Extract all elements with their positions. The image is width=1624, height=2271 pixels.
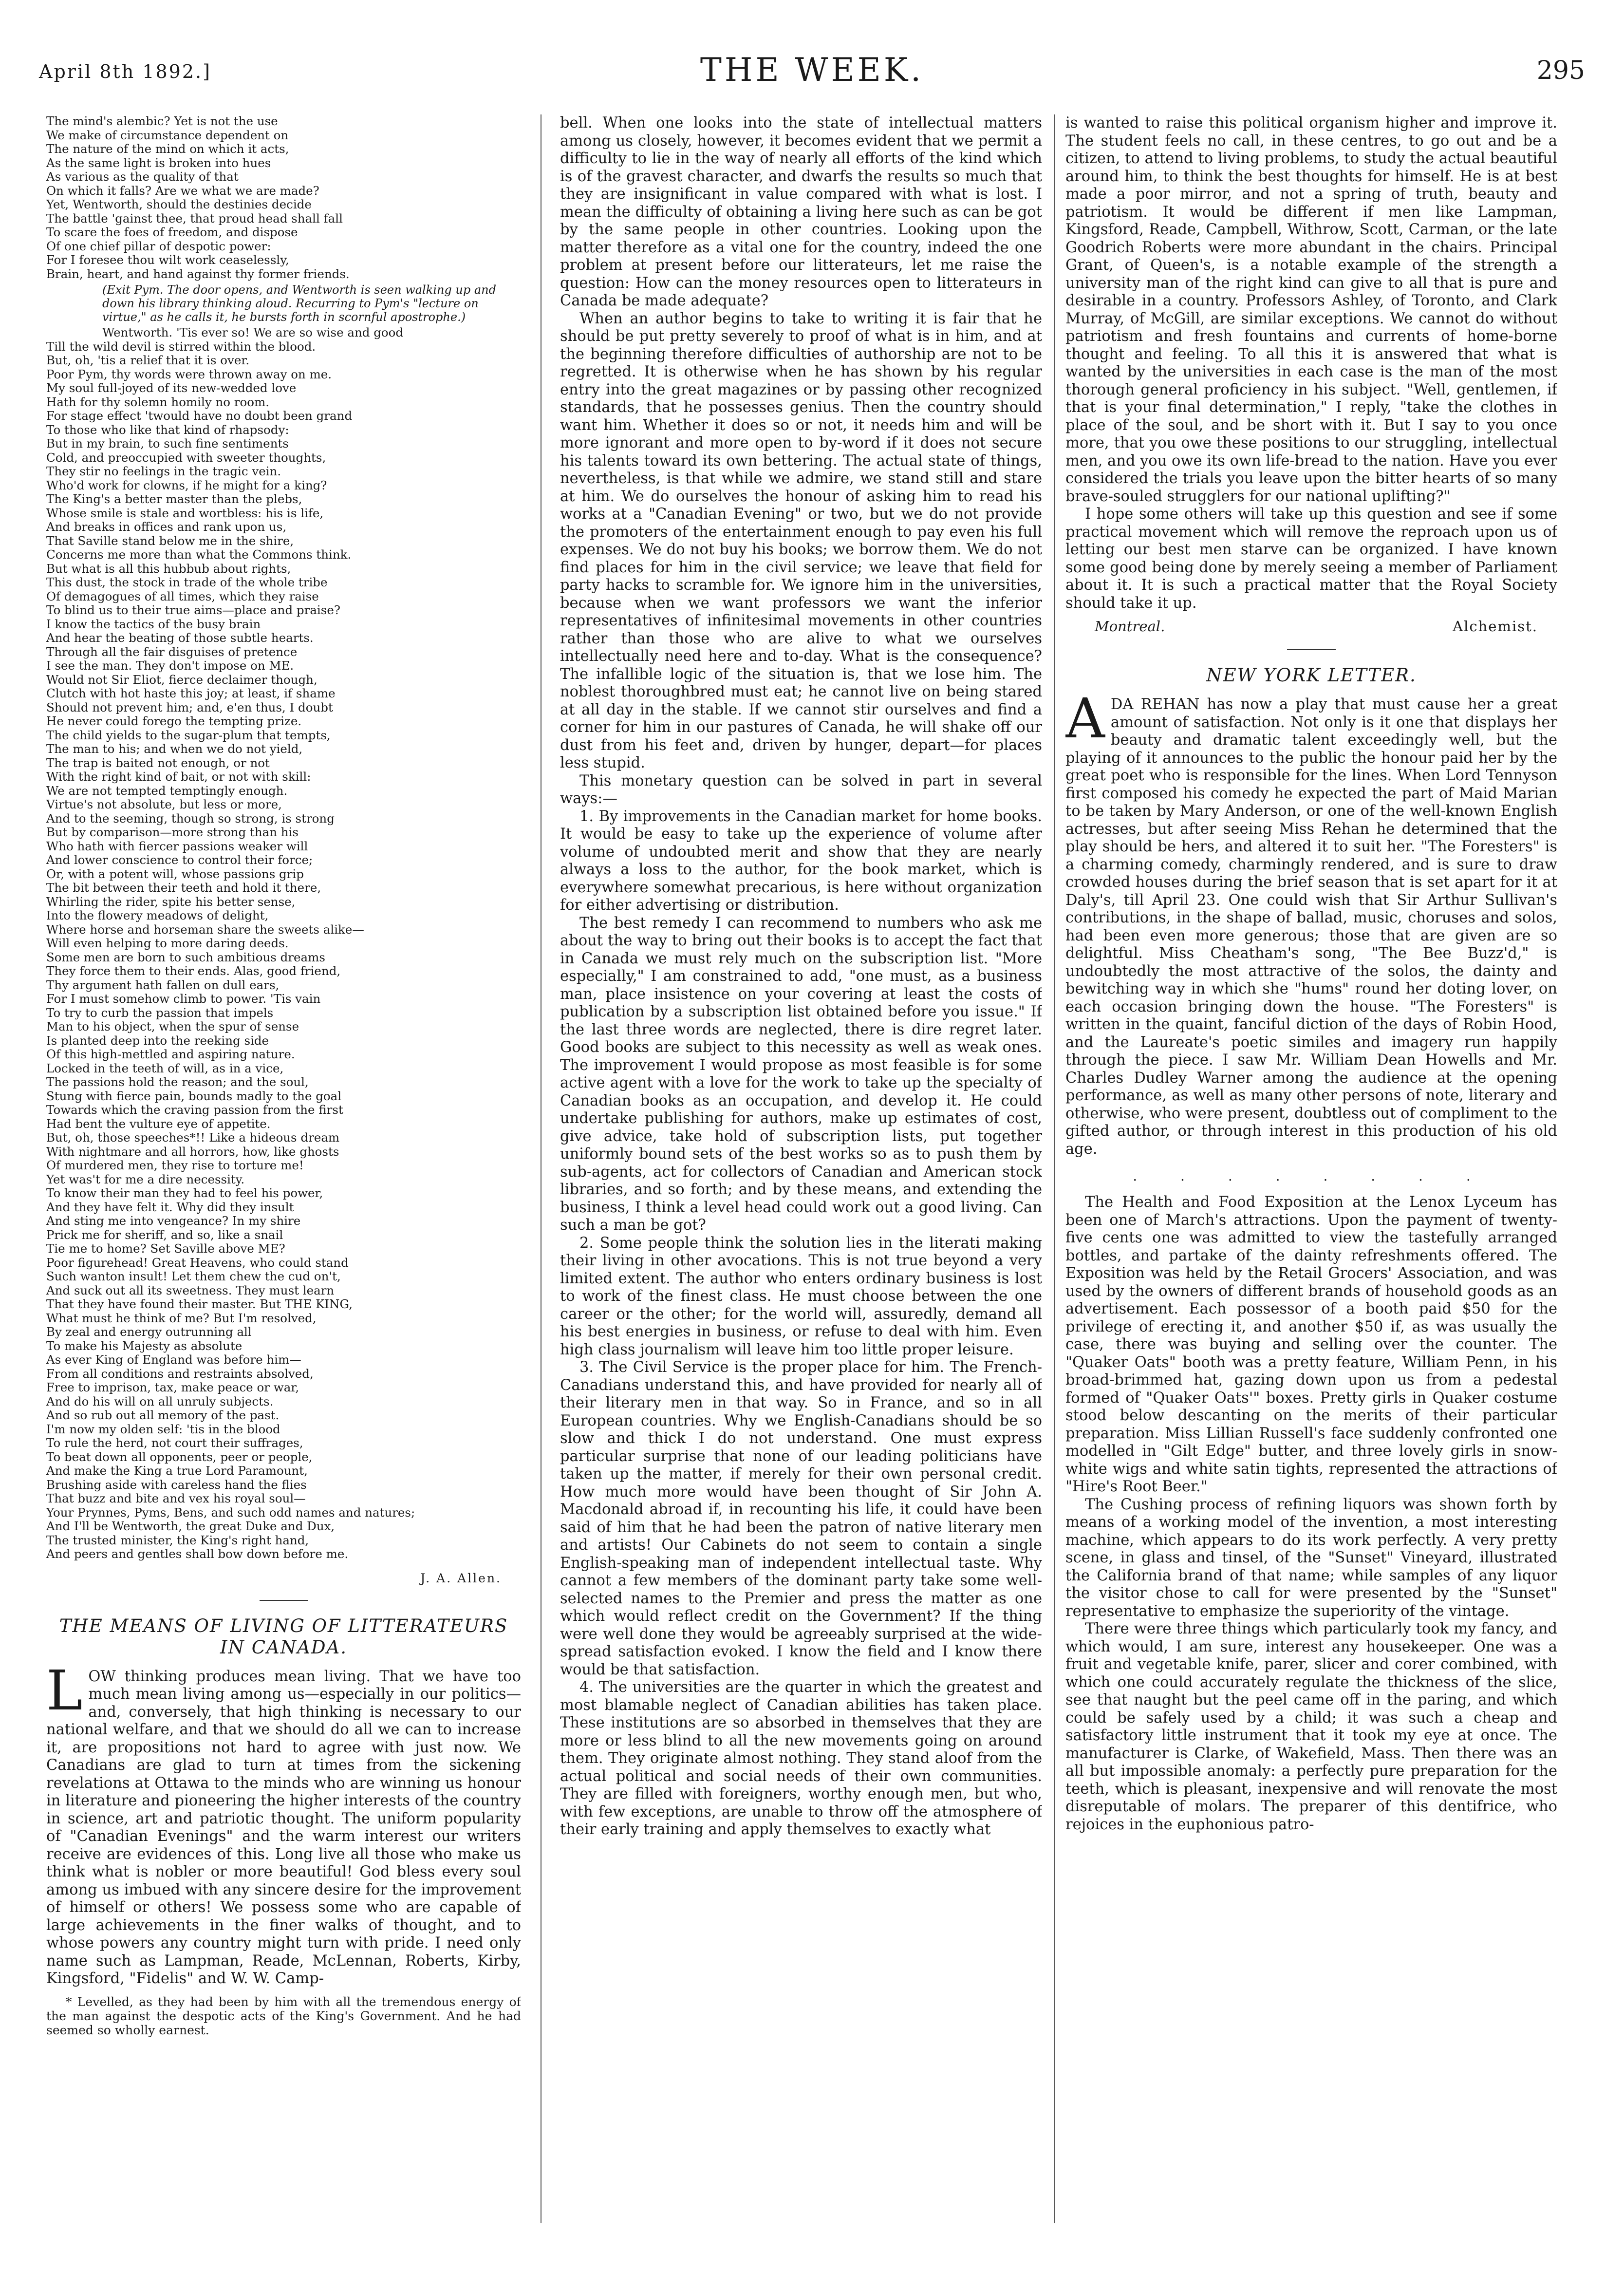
poem-line: And do his will on all unruly subjects.: [46, 1394, 274, 1408]
poem-line: They stir no feelings in the tragic vein.: [46, 464, 281, 478]
poem-line: We are not tempted temptingly enough.: [46, 783, 288, 798]
poem-line: Brushing aside with careless hand the flies: [46, 1477, 307, 1492]
poem-line: And sting me into vengeance? In my shire: [46, 1214, 301, 1228]
poem-line: Wentworth. 'Tis ever so! We are so wise and good: [102, 325, 404, 339]
poem-line: Such wanton insult! Let them chew the cud on't,: [46, 1269, 341, 1283]
poem-line: That Saville stand below me in the shire,: [46, 533, 294, 548]
signature-place: Montreal.: [1095, 618, 1165, 635]
poem-line: And I'll be Wentworth, the great Duke and Dux,: [46, 1519, 335, 1533]
poem-line: Through all the fair disguises of pretence: [46, 644, 298, 659]
poem-line: Where horse and horseman share the sweets alike—: [46, 922, 364, 937]
poem-line: Stung with fierce pain, bounds madly to the goal: [46, 1089, 342, 1103]
poem-line: And make the King a true Lord Paramount,: [46, 1464, 308, 1478]
poem-verse: [46, 114, 521, 281]
poem-line: And hear the beating of those subtle hearts.: [46, 631, 314, 645]
footnote: * Levelled, as they had been by him with all the tremendous energy of the man against the despotic acts of the King's Government. And he had seemed so wholly earnest.: [46, 1994, 521, 2037]
article-paragraph: The Health and Food Exposition at the Lenox Lyceum has been one of March's attractions. Upon the payment of twenty-five cents one was admitted to view the tastefully arranged bottles, and partake of the dainty refreshments offered. The Exposition was held by the Retail Grocers' Association, and was used by the owners of different brands of household goods as an advertisement. Each possessor of a booth paid $50 for the privilege of erecting it, and another $50 if, as was usually the case, there was buying and selling over the counter. The "Quaker Oats" booth was a pretty feature, William Penn, in his broad-brimmed hat, gazing down upon us from a pedestal formed of "Quaker Oats'" boxes. Pretty girls in Quaker costume stood below descanting on the merits of their particular preparation. Miss Lillian Russell's face suddenly confronted one modelled in "Gilt Edge" butter, and three lovely girls in snow-white wigs and white satin tights, represented the attractions of "Hire's Root Beer.": [1065, 1194, 1557, 1495]
poem-line: And to the seeming, though so strong, is strong: [46, 811, 335, 826]
poem-line: To make his Majesty as absolute: [46, 1338, 243, 1353]
poem-line: This dust, the stock in trade of the whole tribe: [46, 575, 328, 589]
poem-line: Of demagogues of all times, which they raise: [46, 589, 319, 603]
poem-line: Locked in the teeth of will, as in a vice,: [46, 1061, 284, 1075]
poem-line: Man to his object, when the spur of sense: [46, 1019, 299, 1033]
poem-author: J. A. Allen.: [420, 1571, 502, 1585]
poem-line: For I foresee thou wilt work ceaselessly,: [46, 253, 289, 267]
poem-line: And so rub out all memory of the past.: [46, 1408, 280, 1422]
poem-line: As the same light is broken into hues: [46, 155, 271, 170]
poem-line: For stage effect 'twould have no doubt been grand: [46, 409, 353, 423]
poem-line: We make of circumstance dependent on: [46, 128, 289, 142]
poem-line: They force them to their ends. Alas, good friend,: [46, 964, 341, 978]
article-paragraph: There were three things which particularly took my fancy, and which would, I am sure, interest any housekeeper. One was a fruit and vegetable knife, parer, slicer and corer combined, with which one could accurately regulate the thickness of the slice, see that naught but the peel came off in the paring, and which could be safely used by a child; it was such a cheap and satisfactory little instrument that it took my eye at once. The manufacturer is Clarke, of Wakefield, Mass. Then there was an all but impossible anomaly: a perfectly pure preparation for the teeth, which is pleasant, inexpensive and will renovate the most disreputable of molars. The preparer of this dentifrice, who rejoices in the euphonious patro-: [1065, 1620, 1557, 1833]
poem-line: Cold, and preoccupied with sweeter thoughts,: [46, 450, 326, 465]
poem-line: The bit between their teeth and hold it there,: [46, 881, 321, 895]
poem-line: Concerns me more than what the Commons think.: [46, 547, 352, 562]
poem-line: To blind us to their true aims—place and praise?: [46, 603, 340, 617]
article-paragraph: 2. Some people think the solution lies in the literati making their living in other avocations. This is not true beyond a very limited extent. The author who enters ordinary business is lost to work of the finest class. He must choose between the one career or the other; for the world will, assuredly, demand all his best energies in business, or refuse to deal with him. Even high class journalism will leave him too little proper leisure.: [560, 1234, 1042, 1358]
article-paragraph: The Cushing process of refining liquors was shown forth by means of a working model of the invention, a most interesting machine, which appears to do its work perfectly. A very pretty scene, in glass and tinsel, of the "Sunset" Vineyard, illustrated the California brand of that name; while samples of any liquor the visitor chose to call for were presented by the "Sunset" representative to emphasize the superiority of the vintage.: [1065, 1496, 1557, 1620]
article-paragraph: This monetary question can be solved in part in several ways:—: [560, 772, 1042, 807]
poem-line: And breaks in offices and rank upon us,: [46, 520, 287, 534]
poem-line: Hath for thy solemn homily no room.: [46, 394, 270, 409]
poem-line: To beat down all opponents, peer or people,: [46, 1449, 313, 1464]
poem-line: The child yields to the sugar-plum that tempts,: [46, 728, 331, 742]
poem-line: Who'd work for clowns, if he might for a king?: [46, 478, 327, 492]
article-paragraph: 1. By improvements in the Canadian market for home books. It would be easy to take up the experience of volume after volume of undoubted merit and show that they are nearly always a loss to the author, for the book market, which is everywhere somewhat precarious, is here without organization for either advertising or distribution.: [560, 807, 1042, 914]
column-2: [560, 114, 1042, 2248]
poem-line: That buzz and bite and vex his royal soul—: [46, 1491, 306, 1505]
poem-line: Is planted deep into the reeking side: [46, 1033, 269, 1048]
article-body: [560, 114, 1042, 1839]
signature-author: Alchemist.: [1453, 618, 1538, 635]
poem-line: Or, with a potent will, whose passions grip: [46, 866, 304, 881]
poem-line: And they have felt it. Why did they insult: [46, 1200, 294, 1214]
poem-line: To rule the herd, not court their suffrages,: [46, 1436, 303, 1450]
poem-line: Who hath with fiercer passions weaker will: [46, 839, 308, 853]
poem-line: Of one chief pillar of despotic power:: [46, 239, 271, 253]
article-signature: [1095, 618, 1538, 635]
poem-line: I see the man. They don't impose on ME.: [46, 658, 294, 673]
article-body: [1065, 1194, 1557, 1834]
section-separator: [260, 1600, 308, 1601]
poem-line: Brain, heart, and hand against thy former friends.: [46, 266, 350, 281]
poem-line: Had bent the vulture eye of appetite.: [46, 1116, 271, 1131]
poem-line: Poor figurehead! Great Heavens, who could stand: [46, 1255, 349, 1270]
poem-line: With nightmare and all horrors, how, like ghosts: [46, 1144, 339, 1159]
column-3: [1065, 114, 1557, 2248]
poem-line: But in my brain, to such fine sentiments: [46, 436, 289, 450]
poem-line: The battle 'gainst thee, that proud head shall fall: [46, 211, 343, 225]
poem-line: But by comparison—more strong than his: [46, 825, 299, 839]
journal-title: THE WEEK.: [700, 51, 924, 89]
article-body: [1065, 114, 1557, 612]
section-separator: [1287, 649, 1336, 650]
article-paragraph: I hope some others will take up this question and see if some practical movement which will remove the reproach upon us of letting our best men starve can be organized. I have known some good being done by merely seeing a member of Parliament about it. It is such a practical matter that the Royal Society should take it up.: [1065, 506, 1557, 612]
column-divider: [1054, 114, 1055, 2223]
page-number: 295: [1536, 56, 1585, 85]
poem-line: That they have found their master. But THE KING,: [46, 1297, 353, 1311]
poem-line: Of murdered men, they rise to torture me!: [46, 1158, 304, 1172]
poem-line: The King's a better master than the plebs,: [46, 492, 302, 506]
poem-line: Of this high-mettled and aspiring nature.: [46, 1047, 295, 1061]
article-paragraph: 4. The universities are the quarter in which the greatest and most blamable neglect of Canadian abilities has taken place. These institutions are so absorbed in themselves that they are more or less blind to all the new movements going on around them. They originate almost nothing. They stand aloof from the actual political and social needs of their own communities. They are filled with foreigners, worthy enough men, but who, with few exceptions, are unable to throw off the atmosphere of their early training and apply themselves to exactly what: [560, 1679, 1042, 1838]
poem-line: Towards which the craving passion from the first: [46, 1103, 343, 1117]
poem-line: Yet was't for me a dire necessity.: [46, 1172, 245, 1186]
poem-line: The trap is baited not enough, or not: [46, 755, 270, 770]
poem-line: Some men are born to such ambitious dreams: [46, 950, 325, 964]
poem-line: The mind's alembic? Yet is not the use: [46, 114, 278, 128]
poem-line: My soul full-joyed of its new-wedded love: [46, 381, 297, 395]
poem-line: Whirling the rider, spite his better sense,: [46, 894, 296, 909]
poem-line: For I must somehow climb to power. 'Tis vain: [46, 992, 321, 1006]
stage-direction: (Exit Pym. The door opens, and Wentworth is seen walking up and down his library thinking aloud. Recurring to Pym's "lecture on virtue," as he calls it, he bursts forth in scornful apostrophe.): [102, 283, 496, 324]
article-paragraph: ADA REHAN has now a play that must cause her a great amount of satisfaction. Not only is it one that displays her beauty and dramatic talent exceedingly well, but the playing of it announces to the public the honour paid her by the great poet who is responsible for the lines. When Lord Tennyson first composed his comedy he expected the part of Maid Marian to be taken by Mary Anderson, or one of the well-known English actresses, but after seeing Miss Rehan he determined that the play should be hers, and altered it to suit her. "The Foresters" is a charming comedy, charmingly rendered, and is sure to draw crowded houses during the brief season that is set apart for it at Daly's, till April 23. One could wish that Sir Arthur Sullivan's contributions, in the shape of ballad, music, choruses and solos, had been even more generous; those that are given are so delightful. Miss Cheatham's song, "The Bee Buzz'd," is undoubtedly the most attractive of the solos, the dainty and bewitching way in which she "hums" round her doting lover, on each occasion bringing down the house. "The Foresters" is written in the quaint, fanciful diction of the days of Robin Hood, and the Laureate's poetic similes and imagery run happily through the piece. I saw Mr. William Dean Howells and Mr. Charles Dudley Warner among the audience at the opening performance, as well as many other persons of note, literary and otherwise, who were present, doubtless out of compliment to the gifted author, or through interest in this production of his old age.: [1065, 687, 1557, 1158]
poem-line: Should not prevent him; and, e'en thus, I doubt: [46, 700, 333, 714]
poem-line: What must he think of me? But I'm resolved,: [46, 1311, 317, 1325]
column-1: [46, 114, 521, 2248]
drop-cap: L: [46, 1659, 83, 1723]
article-paragraph: 3. The Civil Service is the proper place for him. The French-Canadians understand this, and have provided for nearly all of their literary men in that way. So in France, and so in all European countries. Why we English-Canadians should be so slow and thick I do not understand. One must express particular surprise that none of our leading politicians have taken up the matter, if merely for their own personal credit. How much more would have been thought of Sir John A. Macdonald abroad if, in recounting his life, it could have been said of him that he had been the patron of native literary men and artists! Our Cabinets do not seem to contain a single English-speaking man of independent intellectual taste. Why cannot a few members of the dominant party take some well-selected names to the Premier and press the matter as one which would reflect credit on the Government? If the thing were well done they would be agreeably surprised at the wide-spread satisfaction evoked. I know the field and I know there would be that satisfaction.: [560, 1359, 1042, 1678]
poem-line: And lower conscience to control their force;: [46, 853, 313, 867]
poem-line: As ever King of England was before him—: [46, 1352, 301, 1367]
poem-line: Yet, Wentworth, should the destinies decide: [46, 197, 312, 211]
poem-line: Prick me for sheriff, and so, like a snail: [46, 1227, 283, 1242]
poem-line: Free to imprison, tax, make peace or war,: [46, 1380, 299, 1394]
poem-line: Thy argument hath fallen on dull ears,: [46, 977, 280, 992]
poem-line: To know their man they had to feel his power,: [46, 1186, 323, 1200]
poem-line: Whose smile is stale and wortbless: his is life,: [46, 506, 324, 520]
poem-line: The passions hold the reason; and the soul,: [46, 1075, 309, 1089]
poem-line: Till the wild devil is stirred within the blood.: [46, 339, 316, 354]
poem-line: By zeal and energy outrunning all: [46, 1325, 252, 1339]
poem-line: And suck out all its sweetness. They must learn: [46, 1283, 335, 1297]
poem-line: I know the tactics of the busy brain: [46, 617, 261, 631]
issue-date: April 8th 1892.]: [39, 61, 211, 82]
poem-line: Poor Pym, thy words were thrown away on me.: [46, 367, 332, 381]
poem-line: The nature of the mind on which it acts,: [46, 142, 289, 156]
poem-line: Into the flowery meadows of delight,: [46, 908, 269, 922]
poem-line: From all conditions and restraints absolved,: [46, 1366, 314, 1381]
article-paragraph: bell. When one looks into the state of intellectual matters among us closely, however, it becomes evident that we permit a difficulty to lie in the way of nearly all efforts of the kind which is of the gravest character, and dwarfs the results so much that they are insignificant in value compared with what is lost. I mean the difficulty of obtaining a living here such as can be got by the same people in other countries. Looking upon the matter therefore as a vital one for the country, indeed the one problem at present before our litterateurs, let me raise the question: How can the money resources open to litterateurs in Canada be made adequate?: [560, 114, 1042, 309]
poem-line: Clutch with hot haste this joy; at least, if shame: [46, 686, 336, 700]
poem-line: The trusted minister, the King's right hand,: [46, 1533, 309, 1547]
poem-line: Virtue's not absolute, but less or more,: [46, 797, 282, 811]
article-paragraph: is wanted to raise this political organism higher and improve it. The student feels no call, in these centres, to go out and be a citizen, to attend to living problems, to study the actual beautiful around him, to think the best thoughts for himself. He is at best made a poor mirror, and not a spring of truth, beauty and patriotism. It would be different if men like Lampman, Kingsford, Reade, Campbell, Withrow, Scott, Carman, or the late Goodrich Roberts were more abundant in the chairs. Principal Grant, of Queen's, is a notable example of the strength a university man of the right kind can give to all that is pure and desirable in a country. Professors Ashley, of Toronto, and Clark Murray, of McGill, are similar exceptions. We cannot do without patriotism and fresh fountains and currents of home-borne thought and feeling. To all this it is answered that what is wanted by the universities in each case is the man of the most thorough general proficiency in his subject. "Well, gentlemen, if that is your final determination," I reply, "take the clothes in place of the soul, and be short with it. But I say to you once more, that you owe these positions to our struggling, intellectual men, and you owe its own life-bread to the nation. Have you ever considered the trials you leave upon the bitter hearts of so many brave-souled strugglers for our national uplifting?": [1065, 114, 1557, 505]
poem-line: To try to curb the passion that impels: [46, 1005, 274, 1020]
poem-line: Will even helping to more daring deeds.: [46, 936, 289, 950]
poem-line: To those who like that kind of rhapsody:: [46, 422, 289, 437]
section-dots: . . . . . . . .: [1133, 1168, 1490, 1184]
poem-line: He never could forego the tempting prize.: [46, 714, 302, 728]
poem-line: But what is all this hubbub about rights,: [46, 561, 291, 576]
poem-line: But, oh, 'tis a relief that it is over.: [46, 353, 250, 367]
poem-line: As various as the quality of that: [46, 169, 239, 184]
poem-line: On which it falls? Are we what we are made?: [46, 183, 319, 198]
poem-line: But, oh, those speeches*!! Like a hideous dream: [46, 1130, 340, 1145]
article-paragraph: LOW thinking produces mean living. That we have too much mean living among us—especially in our politics—and, conversely, that high thinking is necessary to our national welfare, and that we should do all we can to increase it, are propositions not hard to agree with just now. We Canadians are glad to turn at times from the sickening revelations at Ottawa to the minds who are winning us honour in literature and pioneering the higher interests of the country in science, art and patriotic thought. The uniform popularity of "Canadian Evenings" and the warm interest our writers receive are evidences of this. Long live all those who make us think what is nobler or more beautiful! God bless every soul among us imbued with any sincere desire for the improvement of himself or others! We possess some who are capable of large achievements in the finer walks of thought, and to whose powers any country might turn with pride. I need only name such as Lampman, Reade, McLennan, Roberts, Kirby, Kingsford, "Fidelis" and W. W. Camp-: [46, 1659, 521, 1987]
article-title: NEW YORK LETTER.: [1206, 665, 1417, 686]
article-paragraph: When an author begins to take to writing it is fair that he should be put pretty severely to proof of what is in him, and at the beginning therefore difficulties of authorship are not to be regretted. It is otherwise when he has shown by his regular entry into the great magazines or by passing other recognized standards, that he possesses genius. Then the country should want him. Whether it does so or not, it needs him and will be more ignorant and more open to by-word if it does not secure his talents toward its own bettering. The actual state of things, nevertheless, is that while we admire, we stand still and stare at him. We do ourselves the honour of asking him to read his works at a "Canadian Evening" or two, but we do not provide the promoters of the entertainment enough to pay even his full expenses. We do not buy his books; we borrow them. We do not find places for him in the civil service; we leave that field for party hacks to scramble for. We ignore him in the universities, because when we want professors we want the inferior representatives of infinitesimal movements in other countries rather than those who are alive to what we ourselves intellectually need here and to-day. What is the consequence? The infallible logic of the situation is, that we lose him. The noblest thoroughbred must eat; he cannot live on being stared at all day in the stable. If we cannot stir ourselves and find a corner for him in our pastures of Canada, he will shake off our dust from his feet and, driven by hunger, depart—for places less stupid.: [560, 310, 1042, 771]
article-paragraph: The best remedy I can recommend to numbers who ask me about the way to bring out their books is to accept the fact that in Canada we must rely much on the subscription list. "More especially," I am constrained to add, "one must, as a business man, place insistence on your covering at least the costs of publication by a subscription list obtained before you issue." If the last three words are neglected, there is dire regret later. Good books are subject to this necessity as well as weak ones. The improvement I would propose as most feasible is for some active agent with a love for the work to take up the specialty of Canadian books as an occupation, and develop it. He could undertake publishing for authors, make up estimates of cost, give advice, take hold of subscription lists, put together uniformly bound sets of the best works so as to push them by sub-agents, act for collectors of Canadian and American stock libraries, and so forth; and by these means, and extending the business, I think a level head could work out a good living. Can such a man be got?: [560, 914, 1042, 1234]
poem-line: To scare the foes of freedom, and dispose: [46, 225, 298, 239]
poem-line: Your Prynnes, Pyms, Bens, and such odd names and natures;: [46, 1505, 415, 1520]
poem-line: Tie me to home? Set Saville above ME?: [46, 1241, 285, 1256]
poem-verse: [46, 326, 521, 1561]
drop-cap: A: [1065, 687, 1105, 751]
poem-line: The man to his; and when we do not yield,: [46, 742, 303, 756]
poem-line: Would not Sir Eliot, fierce declaimer though,: [46, 672, 317, 687]
poem-line: And peers and gentles shall bow down before me.: [46, 1547, 349, 1561]
article-title: THE MEANS OF LIVING OF LITTERATEURS IN CANADA.: [59, 1615, 508, 1658]
poem-line: I'm now my olden self: 'tis in the blood: [46, 1422, 280, 1436]
poem-line: With the right kind of bait, or not with skill:: [46, 770, 311, 784]
page-header: [39, 51, 1585, 105]
